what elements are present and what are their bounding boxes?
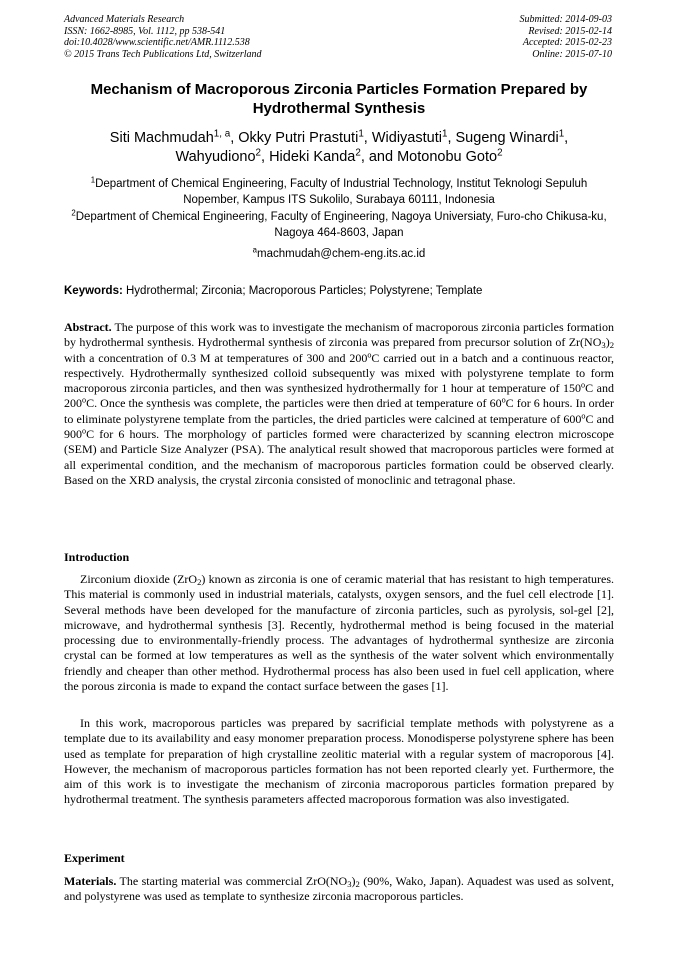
author-list: [64, 129, 614, 167]
paper-title: Mechanism of Macroporous Zirconia Particles Formation Prepared by Hydrothermal Synthesis: [90, 81, 588, 117]
accepted-date: Accepted: 2015-02-23: [522, 37, 612, 49]
author: Widiyastuti$^1$,: [371, 128, 456, 146]
introduction-paragraph-2: In this work, macroporous particles was prepared by sacrificial template methods with polystyrene as a template due to its availability and easy monomer preparation process. Monodisperse polystyrene sphere has been used as template for preparation of high crystalline zeolitic material with a regular system of macroporous [4]. However, the mechanism of macroporous particles formation has not been reported clearly yet. Furthermore, the aim of this work is to investigate the mechanism of zirconia macroporous particles formation prepared by hydrothermal treatment. The synthesis parameters affected macroporous formation was also investigated.: [64, 716, 614, 807]
materials-paragraph: Materials. The starting material was commercial $ZrO(NO_3)_2$ (90%, Wako, Japan). Aquadest was used as solvent, and polystyrene was used as template to synthesize zirconia macroporous particles.: [64, 874, 614, 904]
copyright-line: © 2015 Trans Tech Publications Ltd, Switzerland: [64, 48, 262, 60]
author: Motonobu Goto$^2$: [397, 147, 503, 165]
online-date: Online: 2015-07-10: [532, 48, 612, 60]
author: Sugeng Winardi$^1$,: [455, 128, 569, 146]
issn-line: ISSN: 1662-8985, Vol. 1112, pp 538-541: [64, 25, 226, 37]
publication-dates: [520, 14, 613, 60]
author: Hideki Kanda$^2$, and: [269, 147, 398, 165]
introduction-paragraph-1: Zirconium dioxide (ZrO$_2$) known as zirconia is one of ceramic material that has resistant to high temperatures. This material is commonly used in industrial materials, catalysts, oxygen sensors, and the fuel cell electrode [1]. Several methods have been developed for the manufacture of zirconia particles, such as pyrolysis, sol-gel [2], microwave, and hydrothermal synthesis [3]. Recently, hydrothermal method is being focused in the material processing due to environmentally-friendly process. The advantages of hydrothermal synthesize are zirconia crystal can be formed at low temperatures as well as the synthesis of the water solvent which environmentally friendly and cheaper than other method. Hydrothermal process has also been used in fuel cell application, where the porous zirconia is made to expand the contact surface between the gases [1].: [64, 572, 614, 694]
revised-date: Revised: 2015-02-14: [528, 25, 612, 37]
corresponding-email: $^a$machmudah@chem-eng.its.ac.id: [252, 245, 426, 260]
introduction-heading: Introduction: [64, 550, 130, 564]
keywords: [64, 284, 614, 299]
submitted-date: Submitted: 2014-09-03: [519, 14, 612, 25]
journal-info: [64, 14, 262, 60]
affiliation-2: $^2$Department of Chemical Engineering, Faculty of Engineering, Nagoya Universiaty, Furo-cho Chikusa-ku, Nagoya 464-8603, Japan: [71, 208, 607, 239]
author: Siti Machmudah$^{1, a}$,: [109, 128, 239, 146]
keywords-label: Keywords:: [64, 285, 123, 297]
materials-label: Materials.: [64, 874, 117, 888]
doi-line: doi:10.4028/www.scientific.net/AMR.1112.538: [64, 37, 250, 49]
affiliation-1: $^1$Department of Chemical Engineering, Faculty of Industrial Technology, Institut Teknologi Sepuluh Nopember, Kampus ITS Sukolilo, Surabaya 60111, Indonesia: [90, 175, 588, 206]
abstract-label: Abstract.: [64, 320, 112, 334]
experiment-heading: Experiment: [64, 851, 125, 865]
keywords-text: Hydrothermal; Zirconia; Macroporous Particles; Polystyrene; Template: [126, 285, 483, 297]
abstract: Abstract. The purpose of this work was to investigate the mechanism of macroporous zirconia particles formation by hydrothermal synthesis. Hydrothermal synthesis of zirconia was prepared from precursor solution of $Zr(NO_3)_2$ with a concentration of 0.3 M at temperatures of 300 and 200$^o$C carried out in a batch and a continuous reactor, respectively. Hydrothermally synthesized colloid subsequently was mixed with polystyrene template to form macroporous zirconia particles, and then was synthesized hydrothermally for 1 hour at temperature of 150$^o$C and 200$^o$C. Once the synthesis was complete, the particles were then dried at temperature of 60$^o$C for 6 hours. In order to eliminate polystyrene template from the particles, the dried particles were calcined at temperature of 600$^o$C and 900$^o$C for 6 hours. The morphology of particles formed were characterized by scanning electron microscope (SEM) and Particle Size Analyzer (PSA). The analytical result showed that macroporous particles were formed at all experimental condition, and the mechanism of macroporous particles formation could be observed clearly. Based on the XRD analysis, the crystal zirconia consisted of monoclinic and tetragonal phase.: [64, 320, 614, 487]
author: Wahyudiono$^2$,: [175, 147, 270, 165]
author: Okky Putri Prastuti$^1$,: [238, 128, 372, 146]
journal-name: Advanced Materials Research: [64, 14, 185, 25]
